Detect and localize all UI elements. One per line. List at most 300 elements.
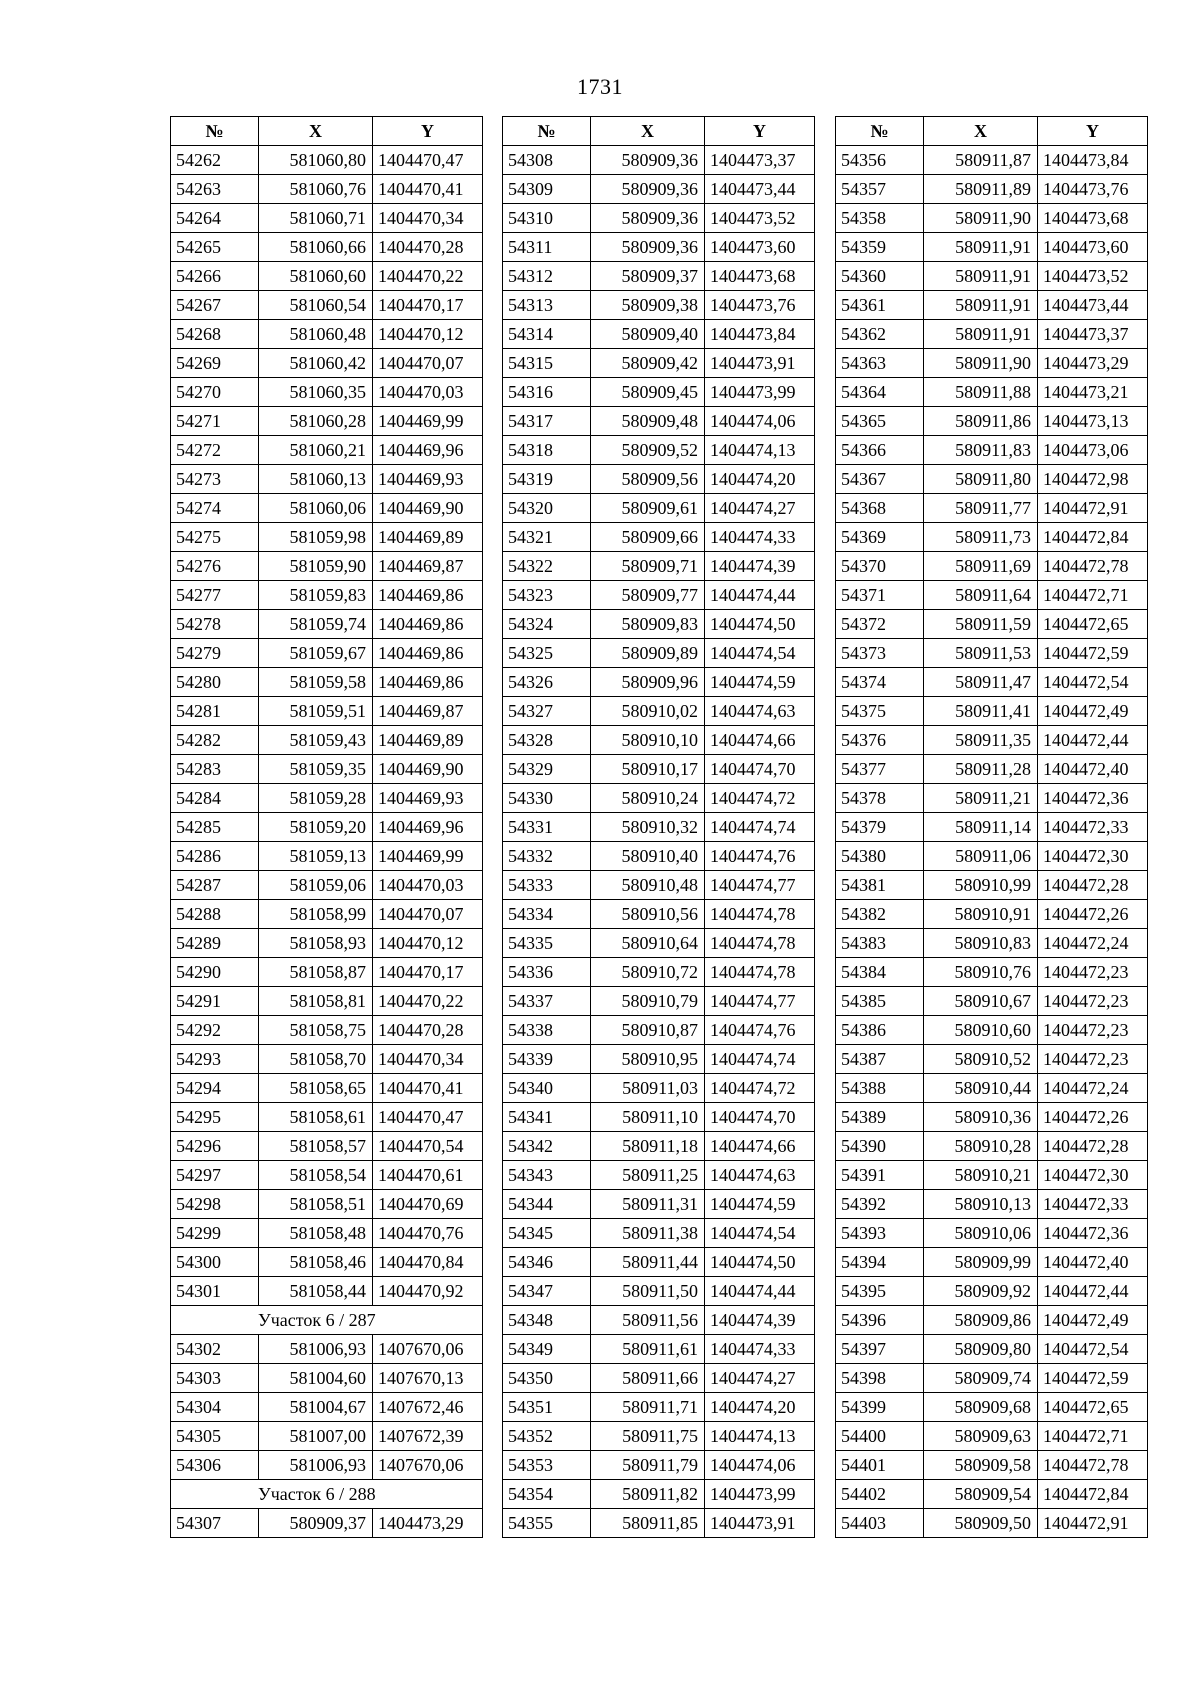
x-coordinate-cell: 580911,50 — [591, 1277, 705, 1306]
table-row — [171, 1103, 483, 1132]
x-coordinate-cell: 581060,06 — [259, 494, 373, 523]
point-number-cell: 54397 — [836, 1335, 924, 1364]
y-coordinate-cell: 1404474,50 — [705, 610, 815, 639]
x-coordinate-cell: 581058,99 — [259, 900, 373, 929]
point-number-cell: 54274 — [171, 494, 259, 523]
x-coordinate-cell: 580911,31 — [591, 1190, 705, 1219]
y-coordinate-cell: 1404474,70 — [705, 1103, 815, 1132]
point-number-cell: 54301 — [171, 1277, 259, 1306]
y-coordinate-cell: 1404469,86 — [373, 668, 483, 697]
point-number-cell: 54284 — [171, 784, 259, 813]
x-coordinate-cell: 580910,95 — [591, 1045, 705, 1074]
column-header-x: X — [259, 117, 373, 146]
x-coordinate-cell: 580909,80 — [924, 1335, 1038, 1364]
point-number-cell: 54307 — [171, 1509, 259, 1538]
section-row — [171, 1306, 483, 1335]
table-row — [171, 146, 483, 175]
y-coordinate-cell: 1404470,28 — [373, 1016, 483, 1045]
table-row — [836, 1074, 1148, 1103]
point-number-cell: 54338 — [503, 1016, 591, 1045]
y-coordinate-cell: 1404474,74 — [705, 1045, 815, 1074]
table-row — [503, 1016, 815, 1045]
table-row — [503, 755, 815, 784]
table-row — [836, 465, 1148, 494]
x-coordinate-cell: 581058,44 — [259, 1277, 373, 1306]
x-coordinate-cell: 580911,64 — [924, 581, 1038, 610]
table-row — [171, 465, 483, 494]
table-row — [503, 668, 815, 697]
x-coordinate-cell: 580909,71 — [591, 552, 705, 581]
point-number-cell: 54375 — [836, 697, 924, 726]
x-coordinate-cell: 580910,72 — [591, 958, 705, 987]
table-row — [503, 900, 815, 929]
x-coordinate-cell: 580911,83 — [924, 436, 1038, 465]
y-coordinate-cell: 1404470,41 — [373, 175, 483, 204]
y-coordinate-cell: 1404474,54 — [705, 639, 815, 668]
x-coordinate-cell: 581059,06 — [259, 871, 373, 900]
y-coordinate-cell: 1404474,70 — [705, 755, 815, 784]
point-number-cell: 54324 — [503, 610, 591, 639]
y-coordinate-cell: 1404472,78 — [1038, 552, 1148, 581]
point-number-cell: 54336 — [503, 958, 591, 987]
table-row — [503, 291, 815, 320]
table-row — [171, 1509, 483, 1538]
y-coordinate-cell: 1404474,44 — [705, 1277, 815, 1306]
y-coordinate-cell: 1404470,07 — [373, 349, 483, 378]
table-row — [503, 494, 815, 523]
y-coordinate-cell: 1404470,84 — [373, 1248, 483, 1277]
point-number-cell: 54365 — [836, 407, 924, 436]
y-coordinate-cell: 1404472,23 — [1038, 1045, 1148, 1074]
x-coordinate-cell: 581059,28 — [259, 784, 373, 813]
table-row — [836, 726, 1148, 755]
table-row — [503, 233, 815, 262]
x-coordinate-cell: 580910,17 — [591, 755, 705, 784]
point-number-cell: 54331 — [503, 813, 591, 842]
x-coordinate-cell: 580911,25 — [591, 1161, 705, 1190]
table-row — [503, 1451, 815, 1480]
point-number-cell: 54339 — [503, 1045, 591, 1074]
column-header-number: № — [503, 117, 591, 146]
point-number-cell: 54354 — [503, 1480, 591, 1509]
table-row — [836, 697, 1148, 726]
y-coordinate-cell: 1404474,13 — [705, 436, 815, 465]
point-number-cell: 54335 — [503, 929, 591, 958]
table-row — [503, 523, 815, 552]
x-coordinate-cell: 581060,54 — [259, 291, 373, 320]
y-coordinate-cell: 1404473,60 — [705, 233, 815, 262]
table-row — [836, 1364, 1148, 1393]
x-coordinate-cell: 580910,21 — [924, 1161, 1038, 1190]
y-coordinate-cell: 1404470,47 — [373, 1103, 483, 1132]
point-number-cell: 54391 — [836, 1161, 924, 1190]
table-row — [836, 929, 1148, 958]
table-row — [503, 1306, 815, 1335]
x-coordinate-cell: 580911,82 — [591, 1480, 705, 1509]
point-number-cell: 54270 — [171, 378, 259, 407]
x-coordinate-cell: 580911,03 — [591, 1074, 705, 1103]
point-number-cell: 54309 — [503, 175, 591, 204]
y-coordinate-cell: 1404472,26 — [1038, 900, 1148, 929]
point-number-cell: 54369 — [836, 523, 924, 552]
table-row — [503, 1277, 815, 1306]
point-number-cell: 54343 — [503, 1161, 591, 1190]
point-number-cell: 54303 — [171, 1364, 259, 1393]
point-number-cell: 54400 — [836, 1422, 924, 1451]
table-row — [171, 1451, 483, 1480]
table-row — [503, 842, 815, 871]
x-coordinate-cell: 581060,66 — [259, 233, 373, 262]
point-number-cell: 54329 — [503, 755, 591, 784]
point-number-cell: 54282 — [171, 726, 259, 755]
y-coordinate-cell: 1404472,78 — [1038, 1451, 1148, 1480]
point-number-cell: 54266 — [171, 262, 259, 291]
table-row — [171, 987, 483, 1016]
table-row — [836, 436, 1148, 465]
point-number-cell: 54320 — [503, 494, 591, 523]
x-coordinate-cell: 580911,89 — [924, 175, 1038, 204]
point-number-cell: 54328 — [503, 726, 591, 755]
table-row — [836, 349, 1148, 378]
y-coordinate-cell: 1404474,76 — [705, 842, 815, 871]
y-coordinate-cell: 1404474,20 — [705, 1393, 815, 1422]
x-coordinate-cell: 580910,36 — [924, 1103, 1038, 1132]
coordinate-table-2 — [502, 116, 815, 1538]
table-row — [836, 1161, 1148, 1190]
point-number-cell: 54368 — [836, 494, 924, 523]
table-row — [171, 958, 483, 987]
section-label: Участок 6 / 287 — [171, 1306, 483, 1335]
point-number-cell: 54345 — [503, 1219, 591, 1248]
x-coordinate-cell: 580909,77 — [591, 581, 705, 610]
x-coordinate-cell: 580910,99 — [924, 871, 1038, 900]
y-coordinate-cell: 1404473,52 — [1038, 262, 1148, 291]
y-coordinate-cell: 1404472,28 — [1038, 1132, 1148, 1161]
point-number-cell: 54297 — [171, 1161, 259, 1190]
y-coordinate-cell: 1404469,99 — [373, 842, 483, 871]
table-row — [836, 291, 1148, 320]
column-header-y: Y — [373, 117, 483, 146]
point-number-cell: 54390 — [836, 1132, 924, 1161]
x-coordinate-cell: 580909,61 — [591, 494, 705, 523]
point-number-cell: 54355 — [503, 1509, 591, 1538]
x-coordinate-cell: 581004,60 — [259, 1364, 373, 1393]
table-row — [171, 1190, 483, 1219]
table-row — [171, 842, 483, 871]
x-coordinate-cell: 580910,91 — [924, 900, 1038, 929]
point-number-cell: 54322 — [503, 552, 591, 581]
table-row — [171, 1016, 483, 1045]
table-row — [836, 958, 1148, 987]
point-number-cell: 54330 — [503, 784, 591, 813]
table-row — [836, 755, 1148, 784]
y-coordinate-cell: 1404473,37 — [705, 146, 815, 175]
table-row — [171, 668, 483, 697]
table-row — [171, 1045, 483, 1074]
y-coordinate-cell: 1407672,46 — [373, 1393, 483, 1422]
x-coordinate-cell: 580909,92 — [924, 1277, 1038, 1306]
y-coordinate-cell: 1404469,96 — [373, 813, 483, 842]
y-coordinate-cell: 1404469,96 — [373, 436, 483, 465]
table-row — [171, 929, 483, 958]
point-number-cell: 54363 — [836, 349, 924, 378]
point-number-cell: 54342 — [503, 1132, 591, 1161]
x-coordinate-cell: 580909,42 — [591, 349, 705, 378]
x-coordinate-cell: 580911,91 — [924, 320, 1038, 349]
y-coordinate-cell: 1404474,50 — [705, 1248, 815, 1277]
point-number-cell: 54382 — [836, 900, 924, 929]
y-coordinate-cell: 1404474,06 — [705, 407, 815, 436]
y-coordinate-cell: 1404470,92 — [373, 1277, 483, 1306]
y-coordinate-cell: 1404473,68 — [705, 262, 815, 291]
point-number-cell: 54275 — [171, 523, 259, 552]
x-coordinate-cell: 580911,88 — [924, 378, 1038, 407]
x-coordinate-cell: 580911,91 — [924, 262, 1038, 291]
x-coordinate-cell: 581059,43 — [259, 726, 373, 755]
x-coordinate-cell: 581058,54 — [259, 1161, 373, 1190]
y-coordinate-cell: 1404469,99 — [373, 407, 483, 436]
point-number-cell: 54268 — [171, 320, 259, 349]
table-row — [171, 494, 483, 523]
x-coordinate-cell: 580911,66 — [591, 1364, 705, 1393]
y-coordinate-cell: 1404469,87 — [373, 697, 483, 726]
y-coordinate-cell: 1404469,86 — [373, 639, 483, 668]
table-row — [171, 1393, 483, 1422]
point-number-cell: 54271 — [171, 407, 259, 436]
y-coordinate-cell: 1404474,27 — [705, 1364, 815, 1393]
point-number-cell: 54396 — [836, 1306, 924, 1335]
x-coordinate-cell: 581006,93 — [259, 1451, 373, 1480]
point-number-cell: 54285 — [171, 813, 259, 842]
table-row — [836, 1219, 1148, 1248]
column-header-number: № — [836, 117, 924, 146]
table-row — [836, 204, 1148, 233]
x-coordinate-cell: 580910,64 — [591, 929, 705, 958]
x-coordinate-cell: 581059,90 — [259, 552, 373, 581]
y-coordinate-cell: 1404469,90 — [373, 755, 483, 784]
table-row — [503, 1480, 815, 1509]
y-coordinate-cell: 1404470,76 — [373, 1219, 483, 1248]
table-row — [836, 987, 1148, 1016]
table-row — [836, 581, 1148, 610]
x-coordinate-cell: 581058,61 — [259, 1103, 373, 1132]
point-number-cell: 54388 — [836, 1074, 924, 1103]
y-coordinate-cell: 1404473,84 — [1038, 146, 1148, 175]
y-coordinate-cell: 1404472,40 — [1038, 755, 1148, 784]
table-row — [836, 668, 1148, 697]
y-coordinate-cell: 1404472,59 — [1038, 1364, 1148, 1393]
table-row — [503, 262, 815, 291]
point-number-cell: 54348 — [503, 1306, 591, 1335]
point-number-cell: 54384 — [836, 958, 924, 987]
y-coordinate-cell: 1404473,29 — [373, 1509, 483, 1538]
point-number-cell: 54288 — [171, 900, 259, 929]
point-number-cell: 54399 — [836, 1393, 924, 1422]
table-row — [171, 523, 483, 552]
point-number-cell: 54305 — [171, 1422, 259, 1451]
point-number-cell: 54401 — [836, 1451, 924, 1480]
table-row — [503, 1364, 815, 1393]
y-coordinate-cell: 1404472,65 — [1038, 1393, 1148, 1422]
point-number-cell: 54323 — [503, 581, 591, 610]
point-number-cell: 54308 — [503, 146, 591, 175]
point-number-cell: 54333 — [503, 871, 591, 900]
y-coordinate-cell: 1404470,03 — [373, 871, 483, 900]
table-row — [171, 291, 483, 320]
table-row — [836, 1132, 1148, 1161]
x-coordinate-cell: 580911,85 — [591, 1509, 705, 1538]
point-number-cell: 54264 — [171, 204, 259, 233]
point-number-cell: 54281 — [171, 697, 259, 726]
table-row — [503, 1132, 815, 1161]
point-number-cell: 54380 — [836, 842, 924, 871]
x-coordinate-cell: 580909,50 — [924, 1509, 1038, 1538]
y-coordinate-cell: 1404470,28 — [373, 233, 483, 262]
table-row — [171, 697, 483, 726]
point-number-cell: 54292 — [171, 1016, 259, 1045]
table-row — [503, 1190, 815, 1219]
y-coordinate-cell: 1404474,54 — [705, 1219, 815, 1248]
y-coordinate-cell: 1404470,22 — [373, 987, 483, 1016]
y-coordinate-cell: 1404470,07 — [373, 900, 483, 929]
y-coordinate-cell: 1404470,34 — [373, 204, 483, 233]
x-coordinate-cell: 580910,44 — [924, 1074, 1038, 1103]
x-coordinate-cell: 580911,35 — [924, 726, 1038, 755]
x-coordinate-cell: 580909,99 — [924, 1248, 1038, 1277]
x-coordinate-cell: 580911,14 — [924, 813, 1038, 842]
y-coordinate-cell: 1404469,87 — [373, 552, 483, 581]
x-coordinate-cell: 580911,91 — [924, 291, 1038, 320]
y-coordinate-cell: 1404472,44 — [1038, 1277, 1148, 1306]
point-number-cell: 54280 — [171, 668, 259, 697]
x-coordinate-cell: 580909,37 — [591, 262, 705, 291]
y-coordinate-cell: 1404472,84 — [1038, 523, 1148, 552]
table-row — [503, 784, 815, 813]
y-coordinate-cell: 1404474,39 — [705, 1306, 815, 1335]
point-number-cell: 54340 — [503, 1074, 591, 1103]
x-coordinate-cell: 580909,56 — [591, 465, 705, 494]
point-number-cell: 54265 — [171, 233, 259, 262]
point-number-cell: 54294 — [171, 1074, 259, 1103]
x-coordinate-cell: 580911,56 — [591, 1306, 705, 1335]
x-coordinate-cell: 580911,77 — [924, 494, 1038, 523]
point-number-cell: 54367 — [836, 465, 924, 494]
table-row — [171, 175, 483, 204]
y-coordinate-cell: 1404474,77 — [705, 987, 815, 1016]
y-coordinate-cell: 1404470,22 — [373, 262, 483, 291]
table-row — [503, 697, 815, 726]
x-coordinate-cell: 580911,86 — [924, 407, 1038, 436]
point-number-cell: 54379 — [836, 813, 924, 842]
table-row — [171, 407, 483, 436]
table-row — [503, 929, 815, 958]
table-row — [503, 1074, 815, 1103]
x-coordinate-cell: 580909,68 — [924, 1393, 1038, 1422]
point-number-cell: 54269 — [171, 349, 259, 378]
point-number-cell: 54272 — [171, 436, 259, 465]
table-row — [171, 871, 483, 900]
table-header-row — [836, 117, 1148, 146]
table-row — [503, 436, 815, 465]
point-number-cell: 54300 — [171, 1248, 259, 1277]
point-number-cell: 54362 — [836, 320, 924, 349]
point-number-cell: 54319 — [503, 465, 591, 494]
y-coordinate-cell: 1404469,86 — [373, 610, 483, 639]
table-row — [836, 407, 1148, 436]
y-coordinate-cell: 1404472,98 — [1038, 465, 1148, 494]
table-row — [836, 494, 1148, 523]
point-number-cell: 54385 — [836, 987, 924, 1016]
x-coordinate-cell: 580911,75 — [591, 1422, 705, 1451]
x-coordinate-cell: 581060,42 — [259, 349, 373, 378]
x-coordinate-cell: 581059,98 — [259, 523, 373, 552]
y-coordinate-cell: 1404474,13 — [705, 1422, 815, 1451]
y-coordinate-cell: 1404472,30 — [1038, 842, 1148, 871]
table-row — [503, 1509, 815, 1538]
y-coordinate-cell: 1404472,91 — [1038, 1509, 1148, 1538]
point-number-cell: 54341 — [503, 1103, 591, 1132]
point-number-cell: 54299 — [171, 1219, 259, 1248]
table-row — [503, 581, 815, 610]
x-coordinate-cell: 580910,24 — [591, 784, 705, 813]
y-coordinate-cell: 1404474,78 — [705, 900, 815, 929]
table-row — [503, 639, 815, 668]
point-number-cell: 54287 — [171, 871, 259, 900]
point-number-cell: 54321 — [503, 523, 591, 552]
point-number-cell: 54327 — [503, 697, 591, 726]
y-coordinate-cell: 1404470,12 — [373, 320, 483, 349]
y-coordinate-cell: 1404470,54 — [373, 1132, 483, 1161]
table-row — [836, 1393, 1148, 1422]
table-row — [503, 175, 815, 204]
x-coordinate-cell: 580911,87 — [924, 146, 1038, 175]
table-row — [836, 262, 1148, 291]
table-row — [836, 871, 1148, 900]
point-number-cell: 54332 — [503, 842, 591, 871]
point-number-cell: 54393 — [836, 1219, 924, 1248]
table-row — [171, 1277, 483, 1306]
point-number-cell: 54295 — [171, 1103, 259, 1132]
table-row — [171, 262, 483, 291]
table-row — [503, 204, 815, 233]
table-row — [836, 1306, 1148, 1335]
y-coordinate-cell: 1407670,06 — [373, 1335, 483, 1364]
x-coordinate-cell: 580911,71 — [591, 1393, 705, 1422]
table-row — [171, 349, 483, 378]
x-coordinate-cell: 580911,06 — [924, 842, 1038, 871]
table-row — [171, 378, 483, 407]
table-row — [503, 407, 815, 436]
y-coordinate-cell: 1404472,91 — [1038, 494, 1148, 523]
table-row — [836, 523, 1148, 552]
y-coordinate-cell: 1404472,71 — [1038, 581, 1148, 610]
table-row — [836, 1103, 1148, 1132]
y-coordinate-cell: 1404472,40 — [1038, 1248, 1148, 1277]
table-row — [171, 784, 483, 813]
point-number-cell: 54372 — [836, 610, 924, 639]
point-number-cell: 54291 — [171, 987, 259, 1016]
x-coordinate-cell: 580910,10 — [591, 726, 705, 755]
point-number-cell: 54374 — [836, 668, 924, 697]
table-row — [503, 146, 815, 175]
y-coordinate-cell: 1404473,29 — [1038, 349, 1148, 378]
point-number-cell: 54350 — [503, 1364, 591, 1393]
y-coordinate-cell: 1404473,44 — [705, 175, 815, 204]
point-number-cell: 54313 — [503, 291, 591, 320]
x-coordinate-cell: 581058,93 — [259, 929, 373, 958]
point-number-cell: 54387 — [836, 1045, 924, 1074]
x-coordinate-cell: 580911,80 — [924, 465, 1038, 494]
